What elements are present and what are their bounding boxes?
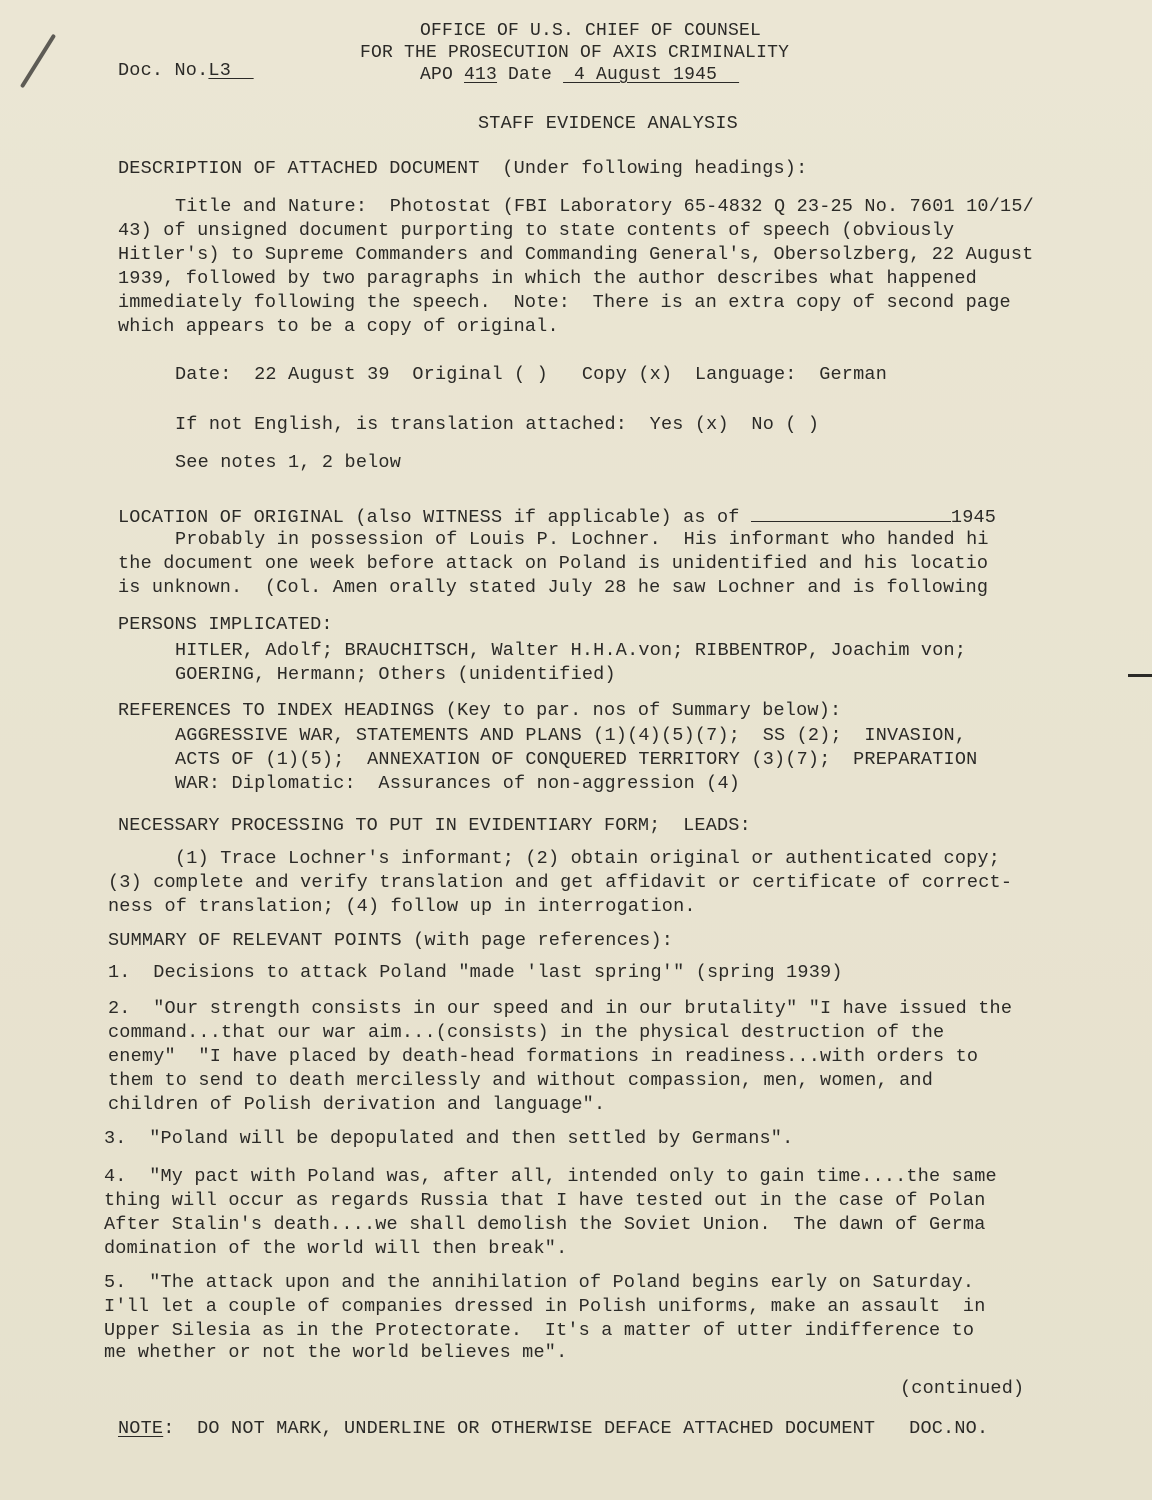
location-line: the document one week before attack on Poland is unidentified and his locatio [118,553,989,574]
persons-line: GOERING, Hermann; Others (unidentified) [175,664,616,685]
continued-label: (continued) [900,1378,1025,1399]
header-apo-date: APO 413 Date 4 August 1945 [420,65,740,85]
summary-point-2: them to send to death mercilessly and without compassion, men, women, and [108,1070,934,1091]
title-nature-line: which appears to be a copy of original. [118,316,559,337]
summary-point-4: 4. "My pact with Poland was, after all, intended only to gain time....the same [104,1166,997,1187]
translation-line: If not English, is translation attached: Yes (x) No ( ) [175,414,820,435]
location-heading: LOCATION OF ORIGINAL (also WITNESS if applicable) as of 1945 [118,507,997,528]
processing-line: (1) Trace Lochner's informant; (2) obtain original or authenticated copy; [175,848,1001,869]
summary-point-1: 1. Decisions to attack Poland "made 'last spring'" (spring 1939) [108,962,843,983]
references-line: WAR: Diplomatic: Assurances of non-aggression (4) [175,773,741,794]
summary-point-5: 5. "The attack upon and the annihilation of Poland begins early on Saturday. [104,1272,975,1293]
processing-line: ness of translation; (4) follow up in interrogation. [108,896,696,917]
summary-point-5: Upper Silesia as in the Protectorate. It's a matter of utter indifference to [104,1320,975,1341]
summary-point-4: domination of the world will then break". [104,1238,568,1259]
header-prosecution: FOR THE PROSECUTION OF AXIS CRIMINALITY [360,43,790,63]
title-nature-line: immediately following the speech. Note: There is an extra copy of second page [118,292,1011,313]
doc-number: Doc. No.L3 [118,60,254,81]
summary-heading: SUMMARY OF RELEVANT POINTS (with page references): [108,930,674,951]
summary-point-2: command...that our war aim...(consists) in the physical destruction of the [108,1022,945,1043]
summary-point-2: enemy" "I have placed by death-head formations in readiness...with orders to [108,1046,979,1067]
title-nature-line: Hitler's) to Supreme Commanders and Commanding General's, Obersolzberg, 22 August [118,244,1034,265]
summary-point-5: I'll let a couple of companies dressed in Polish uniforms, make an assault in [104,1296,986,1317]
references-line: ACTS OF (1)(5); ANNEXATION OF CONQUERED TERRITORY (3)(7); PREPARATION [175,749,978,770]
location-line: Probably in possession of Louis P. Lochner. His informant who handed hi [175,529,989,550]
location-line: is unknown. (Col. Amen orally stated July 28 he saw Lochner and is following [118,577,989,598]
summary-point-3: 3. "Poland will be depopulated and then settled by Germans". [104,1128,794,1149]
processing-heading: NECESSARY PROCESSING TO PUT IN EVIDENTIARY FORM; LEADS: [118,815,751,836]
summary-point-4: After Stalin's death....we shall demolish the Soviet Union. The dawn of Germa [104,1214,986,1235]
notes-line: See notes 1, 2 below [175,452,402,473]
title-nature-line: 1939, followed by two paragraphs in which the author describes what happened [118,268,977,289]
summary-point-2: 2. "Our strength consists in our speed and in our brutality" "I have issued the [108,998,1013,1019]
staff-evidence-title: STAFF EVIDENCE ANALYSIS [478,113,738,134]
summary-point-4: thing will occur as regards Russia that I have tested out in the case of Polan [104,1190,986,1211]
header-office: OFFICE OF U.S. CHIEF OF COUNSEL [420,21,762,41]
persons-line: HITLER, Adolf; BRAUCHITSCH, Walter H.H.A.von; RIBBENTROP, Joachim von; [175,640,967,661]
pen-stroke-mark [20,34,56,89]
date-line: Date: 22 August 39 Original ( ) Copy (x) Language: German [175,364,888,385]
margin-edge-mark [1128,674,1152,677]
summary-point-5: me whether or not the world believes me". [104,1342,568,1363]
references-heading: REFERENCES TO INDEX HEADINGS (Key to par. nos of Summary below): [118,700,842,721]
description-heading: DESCRIPTION OF ATTACHED DOCUMENT (Under following headings): [118,158,808,179]
references-line: AGGRESSIVE WAR, STATEMENTS AND PLANS (1)(4)(5)(7); SS (2); INVASION, [175,725,967,746]
title-nature-line: Title and Nature: Photostat (FBI Laboratory 65-4832 Q 23-25 No. 7601 10/15/ [175,196,1034,217]
persons-heading: PERSONS IMPLICATED: [118,614,333,635]
processing-line: (3) complete and verify translation and get affidavit or certificate of correct- [108,872,1013,893]
summary-point-2: children of Polish derivation and language". [108,1094,606,1115]
footer-note: NOTE: DO NOT MARK, UNDERLINE OR OTHERWISE DEFACE ATTACHED DOCUMENT DOC.NO. [118,1418,989,1439]
title-nature-line: 43) of unsigned document purporting to state contents of speech (obviously [118,220,955,241]
